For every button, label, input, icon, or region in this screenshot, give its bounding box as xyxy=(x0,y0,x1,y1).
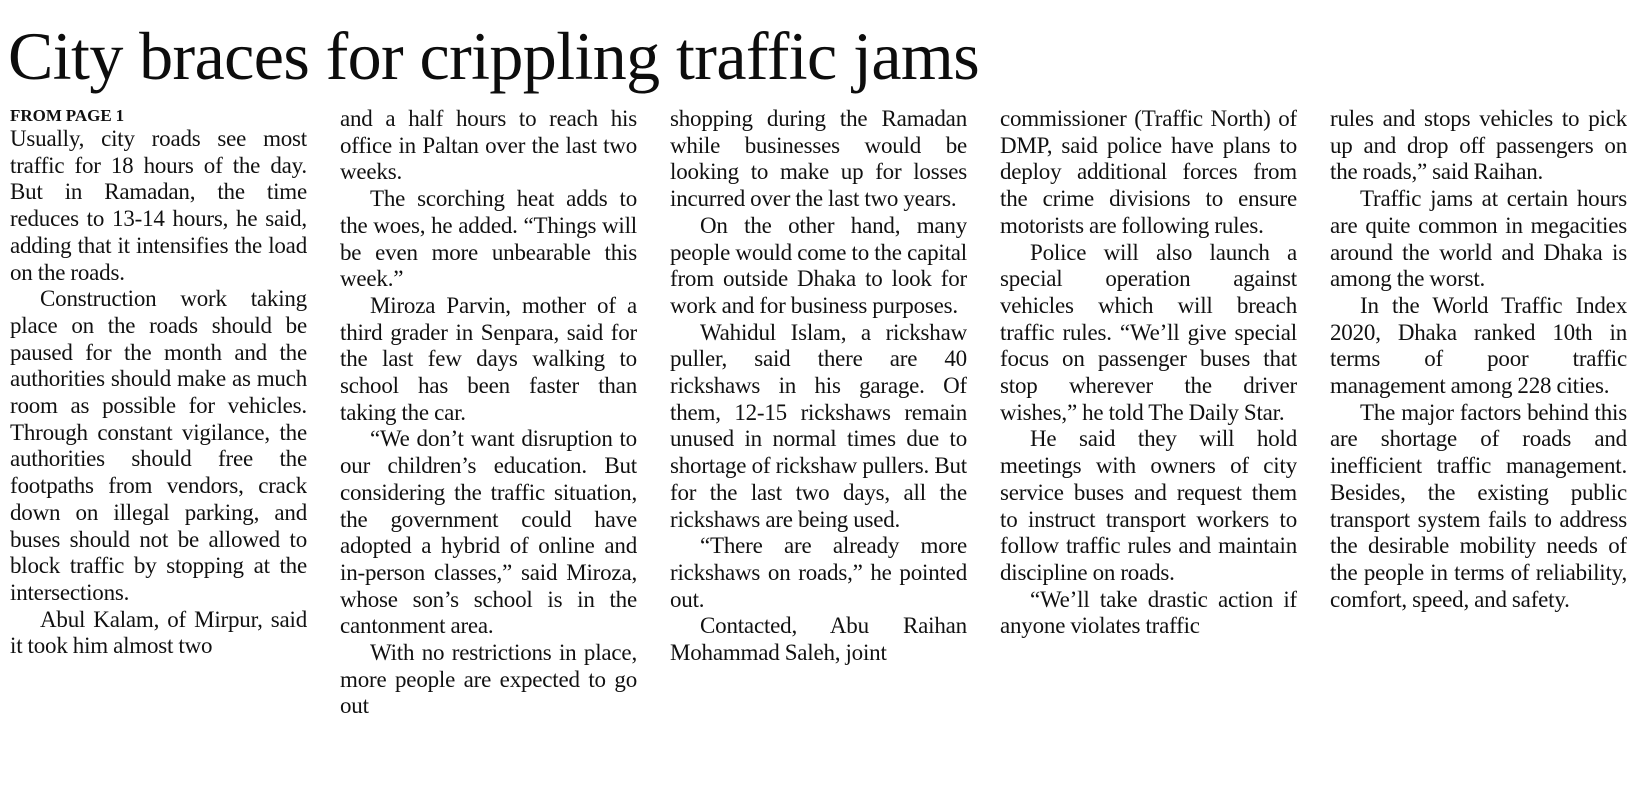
column-3 xyxy=(670,106,967,790)
paragraph: Wahidul Islam, a rickshaw puller, said there are 40 rickshaws in his garage. Of them, 12-15 rickshaws remain unused in normal times due to shortage of rickshaw pullers. But for the last two days, all the rickshaws are being used. xyxy=(670,319,967,532)
paragraph: Abul Kalam, of Mirpur, said it took him almost two xyxy=(10,606,307,659)
paragraph: “We’ll take drastic action if anyone violates traffic xyxy=(1000,586,1297,639)
paragraph: shopping during the Ramadan while businesses would be looking to make up for losses incurred over the last two years. xyxy=(670,106,967,212)
paragraph: The scorching heat adds to the woes, he added. “Things will be even more unbearable this week.” xyxy=(340,186,637,292)
paragraph: commissioner (Traffic North) of DMP, said police have plans to deploy additional forces from the crime divisions to ensure motorists are following rules. xyxy=(1000,106,1297,238)
paragraph: On the other hand, many people would come to the capital from outside Dhaka to look for work and for business purposes. xyxy=(670,212,967,318)
column-1 xyxy=(10,106,307,790)
paragraph: “There are already more rickshaws on roads,” he pointed out. xyxy=(670,533,967,612)
paragraph: Police will also launch a special operation against vehicles which will breach traffic rules. “We’ll give special focus on passenger buses that stop wherever the driver wishes,” he told The Daily Star. xyxy=(1000,239,1297,425)
paragraph: Usually, city roads see most traffic for 18 hours of the day. But in Ramadan, the time reduces to 13-14 hours, he said, adding that it intensifies the load on the roads. xyxy=(10,126,307,285)
article-body xyxy=(10,106,1627,790)
kicker: FROM PAGE 1 xyxy=(10,106,125,125)
paragraph: He said they will hold meetings with owners of city service buses and request them to instruct transport workers to follow traffic rules and maintain discipline on roads. xyxy=(1000,426,1297,585)
headline: City braces for crippling traffic jams xyxy=(8,18,980,94)
paragraph: With no restrictions in place, more people are expected to go out xyxy=(340,640,637,719)
paragraph: Contacted, Abu Raihan Mohammad Saleh, joint xyxy=(670,613,967,666)
paragraph: Traffic jams at certain hours are quite common in megacities around the world and Dhaka is among the worst. xyxy=(1330,186,1627,292)
paragraph: In the World Traffic Index 2020, Dhaka ranked 10th in terms of poor traffic management among 228 cities. xyxy=(1330,292,1627,399)
paragraph: Construction work taking place on the roads should be paused for the month and the authorities should make as much room as possible for vehicles. Through constant vigilance, the authorities should free the footpaths from vendors, crack down on illegal parking, and buses should not be allowed to block traffic by stopping at the intersections. xyxy=(10,286,307,605)
paragraph: “We don’t want disruption to our children’s education. But considering the traffic situation, the government could have adopted a hybrid of online and in-person classes,” said Miroza, whose son’s school is in the cantonment area. xyxy=(340,426,637,639)
column-2 xyxy=(340,106,637,790)
paragraph: rules and stops vehicles to pick up and drop off passengers on the roads,” said Raihan. xyxy=(1330,106,1627,185)
paragraph: and a half hours to reach his office in Paltan over the last two weeks. xyxy=(340,106,637,185)
paragraph: Miroza Parvin, mother of a third grader in Senpara, said for the last few days walking to school has been faster than taking the car. xyxy=(340,292,637,425)
column-5 xyxy=(1330,106,1627,790)
column-4 xyxy=(1000,106,1297,790)
paragraph: The major factors behind this are shortage of roads and inefficient traffic management. Besides, the existing public transport system fails to address the desirable mobility needs of the people in terms of reliability, comfort, speed, and safety. xyxy=(1330,399,1627,612)
